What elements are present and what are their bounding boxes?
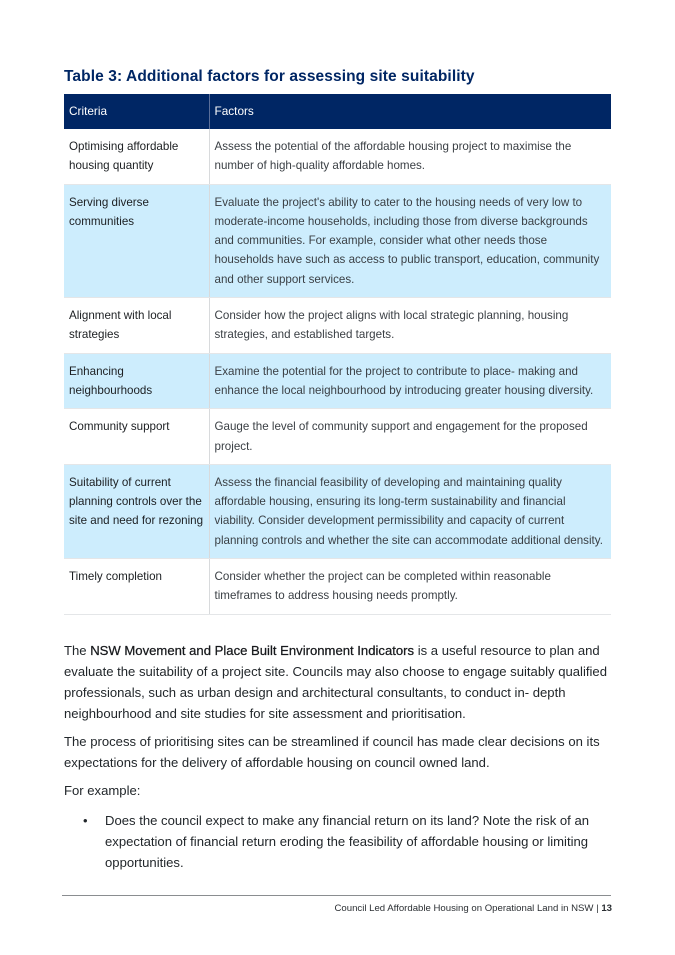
table-row	[64, 464, 611, 558]
table-row	[64, 184, 611, 297]
paragraph-text: The	[64, 643, 91, 658]
page-footer	[334, 903, 612, 914]
table-header-row	[64, 94, 611, 129]
paragraph-for-example: For example:	[64, 783, 141, 798]
table-row	[64, 353, 611, 409]
bullet-text: Does the council expect to make any financial return on its land? Note the risk of an expectation of financial return eroding the feasibility of affordable housing or limiting opportunities.	[105, 813, 590, 870]
paragraph-text: is a useful resource to plan and evaluate the suitability of a project site. Councils may also choose to engage suitably qualified professionals, such as urban design and architectural consultants, to conduct in- depth neighbourhood and site studies for site assessment and prioritisation.	[64, 643, 607, 721]
factors-cell: Assess the potential of the affordable housing project to maximise the number of high-quality affordable homes.	[209, 129, 611, 184]
factors-cell: Consider whether the project can be completed within reasonable timeframes to address housing needs promptly.	[209, 559, 611, 615]
criteria-cell: Timely completion	[64, 559, 209, 615]
factors-cell: Evaluate the project's ability to cater to the housing needs of very low to moderate-income households, including those from diverse backgrounds and communities. For example, consider what other needs those households have such as access to public transport, education, community and other support services.	[209, 184, 611, 297]
criteria-cell: Optimising affordable housing quantity	[64, 129, 209, 184]
paragraph-resources	[64, 640, 614, 724]
criteria-cell: Suitability of current planning controls over the site and need for rezoning	[64, 464, 209, 558]
column-header-criteria: Criteria	[64, 94, 209, 129]
criteria-cell: Serving diverse communities	[64, 184, 209, 297]
table-row	[64, 298, 611, 354]
built-environment-indicators-link[interactable]: NSW Movement and Place Built Environment Indicators	[90, 643, 415, 658]
footer-separator: |	[593, 903, 602, 914]
factors-cell: Gauge the level of community support and engagement for the proposed project.	[209, 409, 611, 465]
bullet-icon: •	[83, 813, 88, 828]
criteria-cell: Enhancing neighbourhoods	[64, 353, 209, 409]
table-row	[64, 409, 611, 465]
page-number: 13	[601, 903, 612, 914]
footer-document-title: Council Led Affordable Housing on Operational Land in NSW	[334, 903, 594, 914]
table-row	[64, 559, 611, 615]
table-row	[64, 129, 611, 184]
factors-cell: Consider how the project aligns with local strategic planning, housing strategies, and established targets.	[209, 298, 611, 354]
criteria-cell: Community support	[64, 409, 209, 465]
paragraph-prioritising: The process of prioritising sites can be streamlined if council has made clear decisions on its expectations for the delivery of affordable housing on council owned land.	[64, 734, 600, 770]
factors-cell: Examine the potential for the project to contribute to place- making and enhance the local neighbourhood by introducing greater housing diversity.	[209, 353, 611, 409]
table-title: Table 3: Additional factors for assessing site suitability	[64, 68, 475, 85]
criteria-cell: Alignment with local strategies	[64, 298, 209, 354]
column-header-factors: Factors	[209, 94, 611, 129]
factors-cell: Assess the financial feasibility of developing and maintaining quality affordable housing, ensuring its long-term sustainability and financial viability. Consider development permissibility and capacity of current planning controls and whether the site can accommodate additional density.	[209, 464, 611, 558]
site-suitability-table	[64, 94, 611, 615]
footer-divider	[62, 895, 611, 896]
